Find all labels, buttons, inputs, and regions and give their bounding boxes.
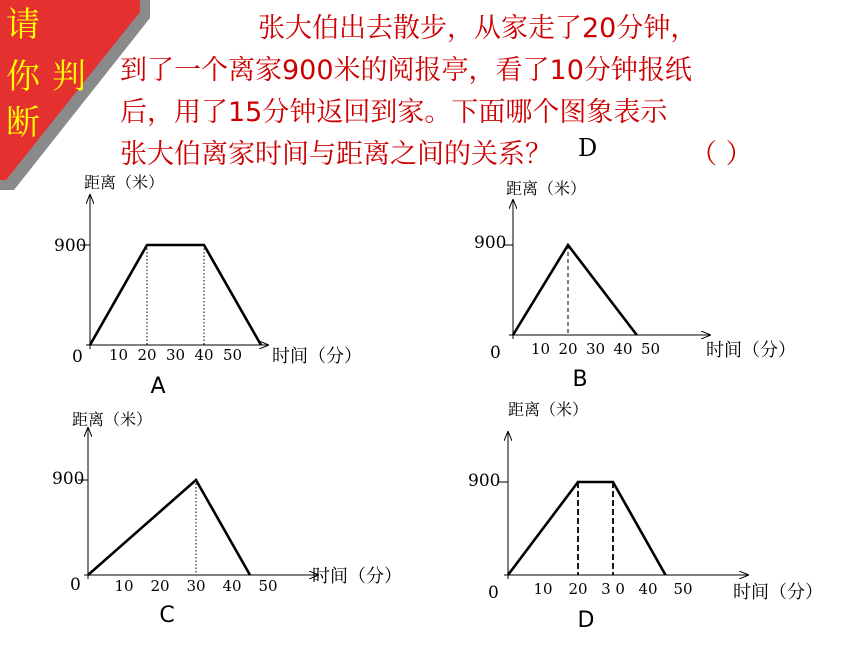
y-tick-label: 900 [474,233,507,253]
origin-label: 0 [488,583,499,603]
x-tick-label: 20 [568,580,588,598]
graph-caption: A [150,374,166,399]
question-line-3: 后，用了15分钟返回到家。下面哪个图象表示 [120,97,668,128]
x-tick-label: 10 [108,346,129,364]
x-tick-label: 10 [533,580,553,598]
distance-time-line [88,480,250,575]
x-tick-label: 40 [194,346,214,364]
origin-label: 0 [490,343,501,363]
question-line-2: 到了一个离家900米的阅报亭，看了10分钟报纸 [120,55,692,86]
graph-c [52,410,402,628]
x-tick-label: 50 [222,346,243,364]
distance-time-line [508,482,666,575]
x-tick-label: 3 0 [601,580,625,598]
graph-caption: D [577,608,595,633]
y-axis-label: 距离（米） [84,173,165,192]
x-tick-label: 10 [114,577,134,595]
badge-char-2: 你 [6,57,40,97]
graph-d [468,400,823,633]
x-tick-label: 30 [165,346,186,364]
x-tick-label: 30 [585,340,606,358]
x-tick-label: 20 [150,577,170,595]
x-axis-label: 时间（分） [272,346,362,367]
origin-label: 0 [72,347,83,367]
x-tick-label: 40 [638,580,658,598]
x-tick-label: 20 [137,346,157,364]
badge-char-3: 判 [52,57,86,97]
answer-letter: D [578,134,598,162]
x-tick-label: 40 [222,577,242,595]
y-axis-label: 距离（米） [508,400,589,419]
x-axis-label: 时间（分） [733,582,823,603]
graph-caption: C [159,603,175,628]
question-line-4: 张大伯离家时间与距离之间的关系？ [120,139,552,170]
x-axis-label: 时间（分） [706,340,796,361]
y-axis-label: 距离（米） [72,410,153,429]
y-tick-label: 900 [52,469,85,489]
x-tick-label: 20 [558,340,578,358]
x-tick-label: 30 [186,577,206,595]
y-tick-label: 900 [54,236,87,256]
badge-char-4: 断 [6,103,40,143]
y-axis-label: 距离（米） [506,179,587,198]
badge-char-1: 请 [6,5,40,45]
x-tick-label: 50 [258,577,278,595]
x-tick-label: 10 [530,340,551,358]
origin-label: 0 [70,575,81,595]
graph-b [474,179,796,392]
x-tick-label: 50 [673,580,693,598]
graph-a [54,173,362,399]
distance-time-line [90,245,261,345]
distance-time-line [513,245,637,335]
y-tick-label: 900 [468,471,501,491]
question-line-1: 张大伯出去散步，从家走了20分钟， [258,13,698,44]
graph-caption: B [572,367,588,392]
answer-blank: （ ） [690,139,753,170]
x-tick-label: 40 [613,340,633,358]
x-tick-label: 50 [640,340,661,358]
x-axis-label: 时间（分） [312,566,402,587]
